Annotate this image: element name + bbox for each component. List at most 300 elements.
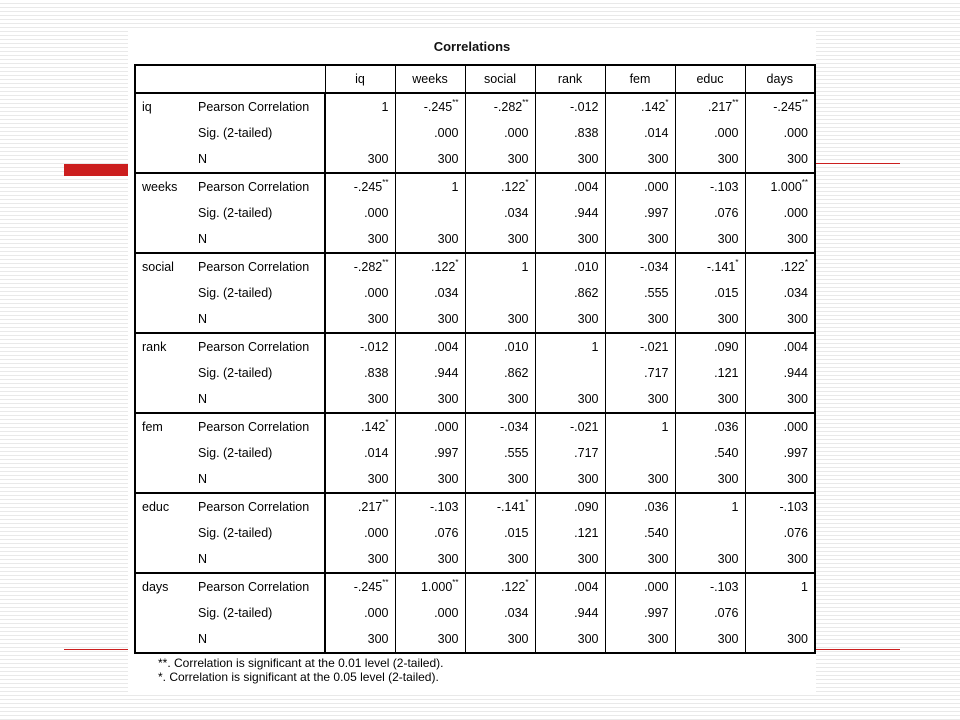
- cell-value: [395, 306, 465, 333]
- cell-value: [675, 440, 745, 466]
- cell-value: [675, 493, 745, 520]
- header-corner: [135, 65, 325, 93]
- footnote-005: *. Correlation is significant at the 0.05 level (2-tailed).: [158, 670, 439, 684]
- cell-number: .000: [714, 126, 739, 140]
- table-row: [135, 546, 815, 573]
- cell-value: [535, 173, 605, 200]
- cell-value: [535, 93, 605, 120]
- cell-value: [465, 93, 535, 120]
- cell-number: .000: [434, 420, 459, 434]
- cell-value: [605, 173, 675, 200]
- cell-number: 300: [507, 312, 529, 326]
- cell-value: [395, 360, 465, 386]
- significance-marker: *: [455, 258, 459, 267]
- significance-marker: **: [382, 498, 389, 507]
- cell-value: [675, 173, 745, 200]
- significance-marker: *: [525, 498, 529, 507]
- cell-number: .000: [644, 180, 669, 194]
- cell-number: 300: [717, 552, 739, 566]
- cell-number: -.021: [640, 340, 669, 354]
- cell-value: [675, 573, 745, 600]
- cell-value: [465, 493, 535, 520]
- cell-number: .997: [644, 206, 669, 220]
- cell-value: [745, 200, 815, 226]
- footnotes: [158, 656, 443, 684]
- cell-value: [745, 226, 815, 253]
- stat-label: Pearson Correlation: [192, 573, 325, 600]
- cell-value: [745, 333, 815, 360]
- significance-marker: *: [665, 98, 669, 107]
- cell-value: [675, 600, 745, 626]
- cell-number: .000: [434, 606, 459, 620]
- cell-number: 300: [647, 312, 669, 326]
- cell-number: 300: [367, 472, 389, 486]
- cell-number: 300: [577, 392, 599, 406]
- cell-value: [535, 226, 605, 253]
- significance-marker: **: [801, 178, 808, 187]
- cell-number: .997: [434, 446, 459, 460]
- cell-number: 1: [451, 180, 459, 194]
- cell-number: 300: [647, 152, 669, 166]
- table-row: [135, 120, 815, 146]
- cell-number: .090: [714, 340, 739, 354]
- cell-number: .076: [434, 526, 459, 540]
- cell-number: .944: [574, 606, 599, 620]
- cell-value: [395, 573, 465, 600]
- column-header: iq: [325, 65, 395, 93]
- cell-number: -.245: [353, 580, 383, 594]
- cell-value: [465, 386, 535, 413]
- cell-number: .217: [707, 100, 733, 114]
- footnote-001: **. Correlation is significant at the 0.01 level (2-tailed).: [158, 656, 444, 670]
- significance-marker: **: [382, 178, 389, 187]
- cell-value: [325, 600, 395, 626]
- cell-number: -.021: [570, 420, 599, 434]
- cell-number: 300: [367, 552, 389, 566]
- cell-number: 300: [577, 312, 599, 326]
- table-row: [135, 93, 815, 120]
- cell-number: 300: [717, 232, 739, 246]
- cell-number: .000: [364, 286, 389, 300]
- cell-number: .997: [783, 446, 808, 460]
- cell-value: [605, 413, 675, 440]
- table-row: [135, 253, 815, 280]
- cell-number: 300: [577, 472, 599, 486]
- cell-value: [395, 280, 465, 306]
- column-header: fem: [605, 65, 675, 93]
- cell-value: [675, 253, 745, 280]
- cell-value: [325, 413, 395, 440]
- table-title: Correlations: [433, 39, 511, 54]
- significance-marker: *: [735, 258, 739, 267]
- cell-number: 300: [507, 232, 529, 246]
- stat-label: Sig. (2-tailed): [192, 280, 325, 306]
- significance-marker: *: [525, 178, 529, 187]
- cell-value: [535, 493, 605, 520]
- cell-number: -.245: [353, 180, 383, 194]
- stat-label: Sig. (2-tailed): [192, 520, 325, 546]
- cell-number: .862: [574, 286, 599, 300]
- cell-number: .217: [357, 500, 383, 514]
- cell-value: [395, 333, 465, 360]
- table-row: [135, 200, 815, 226]
- cell-value: [605, 306, 675, 333]
- accent-line-right-bottom: [816, 649, 900, 650]
- cell-value: [605, 520, 675, 546]
- cell-number: -.103: [430, 500, 459, 514]
- table-row: [135, 360, 815, 386]
- cell-value: [325, 120, 395, 146]
- cell-value: [675, 120, 745, 146]
- cell-value: [605, 253, 675, 280]
- cell-value: [605, 600, 675, 626]
- cell-number: .944: [783, 366, 808, 380]
- cell-value: [745, 386, 815, 413]
- cell-value: [605, 360, 675, 386]
- cell-value: [465, 466, 535, 493]
- significance-marker: *: [385, 418, 389, 427]
- cell-number: .015: [714, 286, 739, 300]
- table-row: [135, 280, 815, 306]
- stat-label: Pearson Correlation: [192, 93, 325, 120]
- cell-value: [535, 386, 605, 413]
- stat-label: Sig. (2-tailed): [192, 360, 325, 386]
- cell-number: .122: [431, 260, 456, 274]
- cell-number: 1: [591, 340, 599, 354]
- cell-value: [395, 93, 465, 120]
- cell-value: [395, 626, 465, 653]
- table-row: [135, 226, 815, 253]
- column-header: educ: [675, 65, 745, 93]
- cell-number: -.012: [360, 340, 389, 354]
- cell-number: .121: [574, 526, 599, 540]
- row-variable: educ: [135, 493, 192, 573]
- significance-marker: **: [522, 98, 529, 107]
- accent-bar: [64, 164, 130, 176]
- cell-number: 1: [731, 500, 739, 514]
- cell-number: 300: [367, 392, 389, 406]
- cell-number: .034: [504, 606, 529, 620]
- cell-value: [395, 413, 465, 440]
- cell-value: [395, 173, 465, 200]
- cell-number: 300: [507, 152, 529, 166]
- table-row: [135, 493, 815, 520]
- cell-number: .142: [361, 420, 386, 434]
- stat-label: N: [192, 546, 325, 573]
- header-row: [135, 65, 815, 93]
- cell-value: [395, 120, 465, 146]
- cell-value: [465, 520, 535, 546]
- cell-value: [745, 306, 815, 333]
- cell-value: [745, 466, 815, 493]
- cell-value: [605, 386, 675, 413]
- cell-value: [325, 440, 395, 466]
- cell-value: [745, 360, 815, 386]
- cell-value: [675, 93, 745, 120]
- cell-value: [395, 386, 465, 413]
- cell-number: 300: [717, 472, 739, 486]
- cell-value: [325, 573, 395, 600]
- cell-number: .000: [364, 606, 389, 620]
- cell-number: .000: [783, 126, 808, 140]
- cell-number: -.245: [773, 100, 802, 114]
- cell-value: [535, 546, 605, 573]
- cell-value: [395, 466, 465, 493]
- cell-number: .142: [641, 100, 666, 114]
- stat-label: Pearson Correlation: [192, 333, 325, 360]
- cell-value: [605, 440, 675, 466]
- cell-value: [535, 280, 605, 306]
- cell-value: [745, 546, 815, 573]
- cell-value: [675, 360, 745, 386]
- cell-number: 300: [577, 152, 599, 166]
- table-row: [135, 626, 815, 653]
- cell-value: [325, 253, 395, 280]
- cell-value: [535, 146, 605, 173]
- cell-number: 300: [437, 232, 459, 246]
- column-header: social: [465, 65, 535, 93]
- cell-value: [465, 413, 535, 440]
- cell-number: .076: [714, 606, 739, 620]
- cell-number: .036: [714, 420, 739, 434]
- stat-label: N: [192, 626, 325, 653]
- cell-number: .000: [783, 420, 808, 434]
- cell-number: .122: [501, 180, 526, 194]
- cell-value: [325, 333, 395, 360]
- cell-number: 300: [437, 472, 459, 486]
- column-header: days: [745, 65, 815, 93]
- cell-number: -.103: [710, 580, 739, 594]
- cell-value: [675, 146, 745, 173]
- cell-number: .076: [714, 206, 739, 220]
- cell-value: [395, 520, 465, 546]
- row-variable: days: [135, 573, 192, 653]
- correlations-table: [134, 64, 816, 654]
- cell-number: .015: [504, 526, 529, 540]
- cell-number: -.141: [706, 260, 736, 274]
- cell-value: [395, 493, 465, 520]
- cell-value: [675, 520, 745, 546]
- cell-number: 1: [521, 260, 529, 274]
- cell-value: [395, 146, 465, 173]
- cell-number: .000: [783, 206, 808, 220]
- cell-value: [535, 626, 605, 653]
- significance-marker: **: [382, 258, 389, 267]
- significance-marker: **: [801, 98, 808, 107]
- cell-number: 300: [717, 152, 739, 166]
- cell-number: .010: [504, 340, 529, 354]
- cell-number: 300: [507, 392, 529, 406]
- cell-value: [465, 440, 535, 466]
- cell-number: .000: [364, 206, 389, 220]
- cell-number: -.141: [496, 500, 526, 514]
- cell-number: .004: [434, 340, 459, 354]
- table-row: [135, 573, 815, 600]
- cell-value: [395, 200, 465, 226]
- cell-value: [465, 173, 535, 200]
- cell-value: [535, 360, 605, 386]
- cell-number: -.034: [640, 260, 669, 274]
- cell-value: [395, 253, 465, 280]
- cell-value: [465, 333, 535, 360]
- cell-value: [325, 226, 395, 253]
- cell-value: [465, 120, 535, 146]
- cell-value: [465, 280, 535, 306]
- cell-value: [745, 280, 815, 306]
- cell-value: [535, 413, 605, 440]
- cell-value: [675, 413, 745, 440]
- significance-marker: *: [525, 578, 529, 587]
- cell-number: .862: [504, 366, 529, 380]
- cell-value: [745, 93, 815, 120]
- cell-value: [535, 573, 605, 600]
- stat-label: Sig. (2-tailed): [192, 200, 325, 226]
- cell-number: 300: [787, 472, 808, 486]
- cell-number: -.245: [423, 100, 453, 114]
- cell-number: 1: [381, 100, 389, 114]
- cell-value: [605, 200, 675, 226]
- cell-number: 1.000: [770, 180, 802, 194]
- stat-label: Sig. (2-tailed): [192, 440, 325, 466]
- cell-value: [675, 200, 745, 226]
- cell-number: -.034: [500, 420, 529, 434]
- stat-label: N: [192, 466, 325, 493]
- cell-value: [675, 306, 745, 333]
- stat-label: N: [192, 306, 325, 333]
- cell-number: 300: [717, 392, 739, 406]
- cell-value: [745, 173, 815, 200]
- column-header: rank: [535, 65, 605, 93]
- cell-number: 300: [507, 632, 529, 646]
- significance-marker: **: [452, 578, 459, 587]
- cell-number: 300: [787, 392, 808, 406]
- cell-number: .997: [644, 606, 669, 620]
- cell-value: [675, 626, 745, 653]
- cell-number: -.012: [570, 100, 599, 114]
- cell-number: 300: [507, 552, 529, 566]
- cell-value: [465, 600, 535, 626]
- cell-number: .122: [780, 260, 805, 274]
- table-row: [135, 600, 815, 626]
- row-variable: fem: [135, 413, 192, 493]
- table-row: [135, 333, 815, 360]
- cell-number: 300: [367, 152, 389, 166]
- cell-number: .122: [501, 580, 526, 594]
- cell-value: [605, 573, 675, 600]
- cell-number: 300: [437, 392, 459, 406]
- cell-value: [395, 440, 465, 466]
- cell-number: 300: [787, 552, 808, 566]
- cell-value: [605, 546, 675, 573]
- cell-number: 300: [647, 392, 669, 406]
- cell-value: [535, 520, 605, 546]
- cell-number: .717: [574, 446, 599, 460]
- cell-value: [535, 120, 605, 146]
- cell-value: [325, 200, 395, 226]
- stat-label: N: [192, 386, 325, 413]
- cell-number: 300: [437, 632, 459, 646]
- row-variable: social: [135, 253, 192, 333]
- stat-label: Sig. (2-tailed): [192, 120, 325, 146]
- cell-number: 300: [647, 472, 669, 486]
- cell-value: [535, 600, 605, 626]
- cell-number: 300: [577, 632, 599, 646]
- table-row: [135, 440, 815, 466]
- cell-number: -.282: [353, 260, 383, 274]
- stat-label: Pearson Correlation: [192, 413, 325, 440]
- significance-marker: **: [452, 98, 459, 107]
- cell-value: [325, 280, 395, 306]
- column-header: weeks: [395, 65, 465, 93]
- cell-value: [395, 600, 465, 626]
- cell-value: [605, 466, 675, 493]
- table-body: [135, 93, 815, 653]
- cell-number: .004: [574, 580, 599, 594]
- cell-number: .000: [504, 126, 529, 140]
- cell-value: [675, 280, 745, 306]
- cell-value: [605, 226, 675, 253]
- significance-marker: **: [732, 98, 739, 107]
- row-variable: rank: [135, 333, 192, 413]
- cell-value: [325, 386, 395, 413]
- cell-number: -.282: [493, 100, 523, 114]
- cell-value: [745, 493, 815, 520]
- table-row: [135, 173, 815, 200]
- cell-value: [605, 120, 675, 146]
- cell-value: [605, 93, 675, 120]
- cell-number: 300: [367, 232, 389, 246]
- cell-value: [675, 386, 745, 413]
- cell-value: [745, 440, 815, 466]
- cell-number: .555: [644, 286, 669, 300]
- cell-number: 300: [787, 152, 808, 166]
- cell-value: [395, 546, 465, 573]
- cell-number: .838: [364, 366, 389, 380]
- cell-value: [465, 200, 535, 226]
- cell-number: 1: [661, 420, 669, 434]
- cell-number: -.103: [710, 180, 739, 194]
- cell-value: [325, 146, 395, 173]
- cell-number: .944: [434, 366, 459, 380]
- cell-value: [325, 546, 395, 573]
- cell-number: .004: [574, 180, 599, 194]
- cell-number: .076: [783, 526, 808, 540]
- cell-number: 300: [437, 152, 459, 166]
- cell-number: 300: [367, 312, 389, 326]
- cell-value: [605, 626, 675, 653]
- cell-value: [675, 333, 745, 360]
- cell-number: .034: [783, 286, 808, 300]
- cell-value: [325, 93, 395, 120]
- cell-value: [535, 466, 605, 493]
- significance-marker: *: [804, 258, 808, 267]
- cell-number: 300: [787, 632, 808, 646]
- cell-number: .010: [574, 260, 599, 274]
- cell-number: .000: [364, 526, 389, 540]
- cell-number: 300: [437, 312, 459, 326]
- cell-value: [325, 466, 395, 493]
- cell-number: 300: [647, 632, 669, 646]
- cell-number: 1: [801, 580, 808, 594]
- cell-value: [465, 626, 535, 653]
- cell-value: [745, 146, 815, 173]
- cell-value: [535, 200, 605, 226]
- cell-number: .004: [783, 340, 808, 354]
- cell-value: [605, 280, 675, 306]
- cell-number: 300: [437, 552, 459, 566]
- cell-number: .034: [434, 286, 459, 300]
- cell-number: 300: [577, 552, 599, 566]
